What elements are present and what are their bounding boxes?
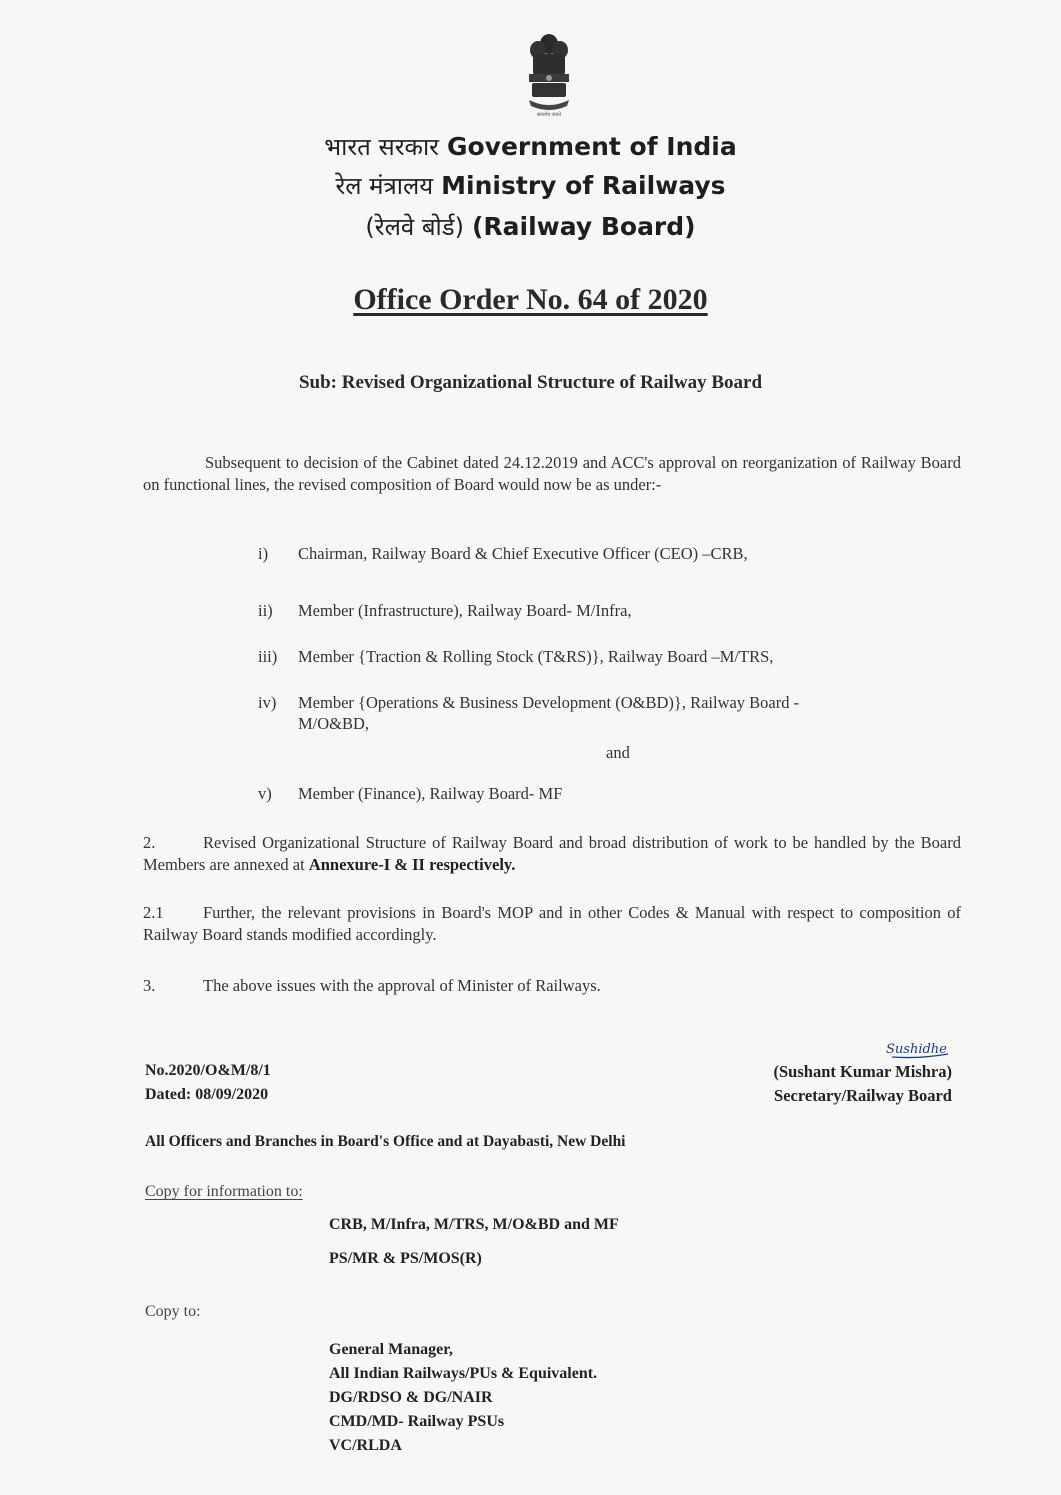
emblem-motto: सत्यमेव जयते (536, 113, 562, 118)
copy-to-line: VC/RLDA (329, 1437, 402, 1454)
paragraph-3: 3. The above issues with the approval of Minister of Railways. (143, 976, 601, 995)
reference-date: Dated: 08/09/2020 (145, 1086, 269, 1103)
header-line-government: भारत सरकार Government of India (324, 132, 737, 161)
copy-info-line: CRB, M/Infra, M/TRS, M/O&BD and MF (329, 1216, 619, 1233)
copy-to-line: DG/RDSO & DG/NAIR (329, 1389, 493, 1406)
copy-info-label: Copy for information to: (145, 1183, 303, 1200)
national-emblem-icon (519, 30, 579, 116)
signatory-name: (Sushant Kumar Mishra) (773, 1062, 952, 1081)
copy-to-line: General Manager, (329, 1341, 453, 1358)
subject-line: Sub: Revised Organizational Structure of Railway Board (298, 372, 763, 393)
office-order-title: Office Order No. 64 of 2020 (353, 283, 708, 316)
reference-number: No.2020/O&M/8/1 (145, 1062, 271, 1079)
signature-text: Sushidhe (886, 1042, 947, 1057)
list-item: iii) Member {Traction & Rolling Stock (T&RS)}, Railway Board –M/TRS, (258, 647, 774, 666)
header-line-ministry: रेल मंत्रालय Ministry of Railways (335, 171, 726, 200)
paragraph-2: 2. Revised Organizational Structure of Railway Board and broad distribution of work to be handled by the Board Members are annexed at Annexure-I & II respectively. (143, 833, 961, 874)
copy-to-line: All Indian Railways/PUs & Equivalent. (329, 1365, 598, 1382)
paragraph-2-1: 2.1 Further, the relevant provisions in Board's MOP and in other Codes & Manual with respect to composition of Railway Board stands modified accordingly. (143, 903, 961, 944)
list-item: ii) Member (Infrastructure), Railway Board- M/Infra, (258, 601, 632, 620)
copy-to-line: CMD/MD- Railway PSUs (329, 1413, 505, 1430)
signature-scribble (884, 1039, 954, 1061)
conjunction-and: and (606, 743, 630, 762)
list-item: v) Member (Finance), Railway Board- MF (258, 784, 563, 803)
addressee-line: All Officers and Branches in Board's Office and at Dayabasti, New Delhi (145, 1133, 626, 1150)
list-item: iv) Member {Operations & Business Development (O&BD)}, Railway Board - M/O&BD, (258, 693, 800, 733)
header-line-board: (रेलवे बोर्ड) (Railway Board) (365, 212, 696, 241)
copy-info-line: PS/MR & PS/MOS(R) (329, 1250, 482, 1267)
signatory-designation: Secretary/Railway Board (774, 1086, 952, 1105)
copy-to-label: Copy to: (145, 1303, 201, 1320)
list-item: i) Chairman, Railway Board & Chief Executive Officer (CEO) –CRB, (258, 544, 748, 563)
intro-paragraph: Subsequent to decision of the Cabinet dated 24.12.2019 and ACC's approval on reorganization of Railway Board on functional lines, the revised composition of Board would now be as under:- (143, 453, 961, 494)
